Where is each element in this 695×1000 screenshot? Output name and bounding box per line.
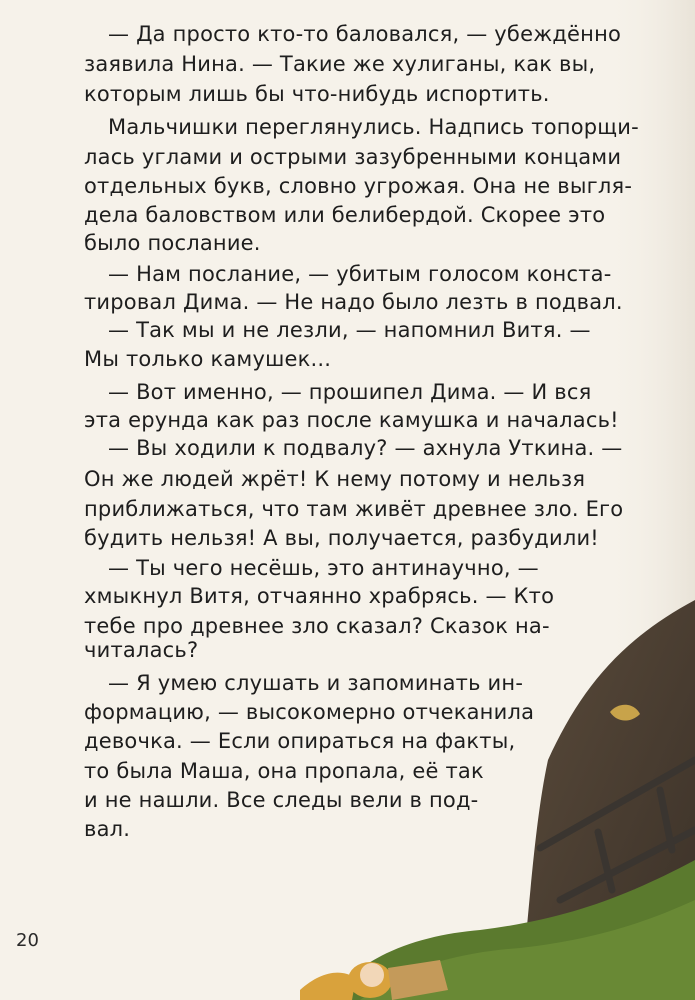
text-line: отдельных букв, словно угрожая. Она не выгля- — [84, 174, 633, 198]
text-line: формацию, — высокомерно отчеканила — [84, 700, 535, 724]
text-line: дела баловством или белибердой. Скорее это — [84, 203, 606, 227]
text-line: — Я умею слушать и запоминать ин- — [108, 671, 524, 695]
text-line: Мальчишки переглянулись. Надпись топорщи- — [108, 115, 639, 139]
text-line: — Так мы и не лезли, — напомнил Витя. — — [108, 318, 591, 342]
text-line: — Ты чего несёшь, это антинаучно, — — [108, 556, 539, 580]
text-line: лась углами и острыми зазубренными концами — [84, 145, 622, 169]
text-line: заявила Нина. — Такие же хулиганы, как вы, — [84, 52, 596, 76]
page-number: 20 — [16, 930, 39, 951]
text-line: приближаться, что там живёт древнее зло. Его — [84, 497, 624, 521]
text-line: тировал Дима. — Не надо было лезть в подвал. — [84, 290, 623, 314]
text-line: — Вот именно, — прошипел Дима. — И вся — [108, 380, 592, 404]
text-line: — Нам послание, — убитым голосом конста- — [108, 262, 612, 286]
text-line: которым лишь бы что-нибудь испортить. — [84, 82, 550, 106]
text-line: будить нельзя! А вы, получается, разбудили! — [84, 526, 599, 550]
text-line: было послание. — [84, 231, 261, 255]
text-line: — Вы ходили к подвалу? — ахнула Уткина. — — [108, 436, 623, 460]
text-line: эта ерунда как раз после камушка и началась! — [84, 408, 619, 432]
text-line: Мы только камушек... — [84, 347, 332, 371]
text-line: хмыкнул Витя, отчаянно храбрясь. — Кто — [84, 584, 555, 608]
text-line: — Да просто кто-то баловался, — убеждённо — [108, 22, 622, 46]
text-line: Он же людей жрёт! К нему потому и нельзя — [84, 467, 586, 491]
text-line: вал. — [84, 817, 131, 841]
text-line: девочка. — Если опираться на факты, — [84, 729, 516, 753]
text-line: и не нашли. Все следы вели в под- — [84, 788, 479, 812]
text-line: читалась? — [84, 638, 199, 662]
text-line: тебе про древнее зло сказал? Сказок на- — [84, 614, 550, 638]
text-line: то была Маша, она пропала, её так — [84, 759, 484, 783]
